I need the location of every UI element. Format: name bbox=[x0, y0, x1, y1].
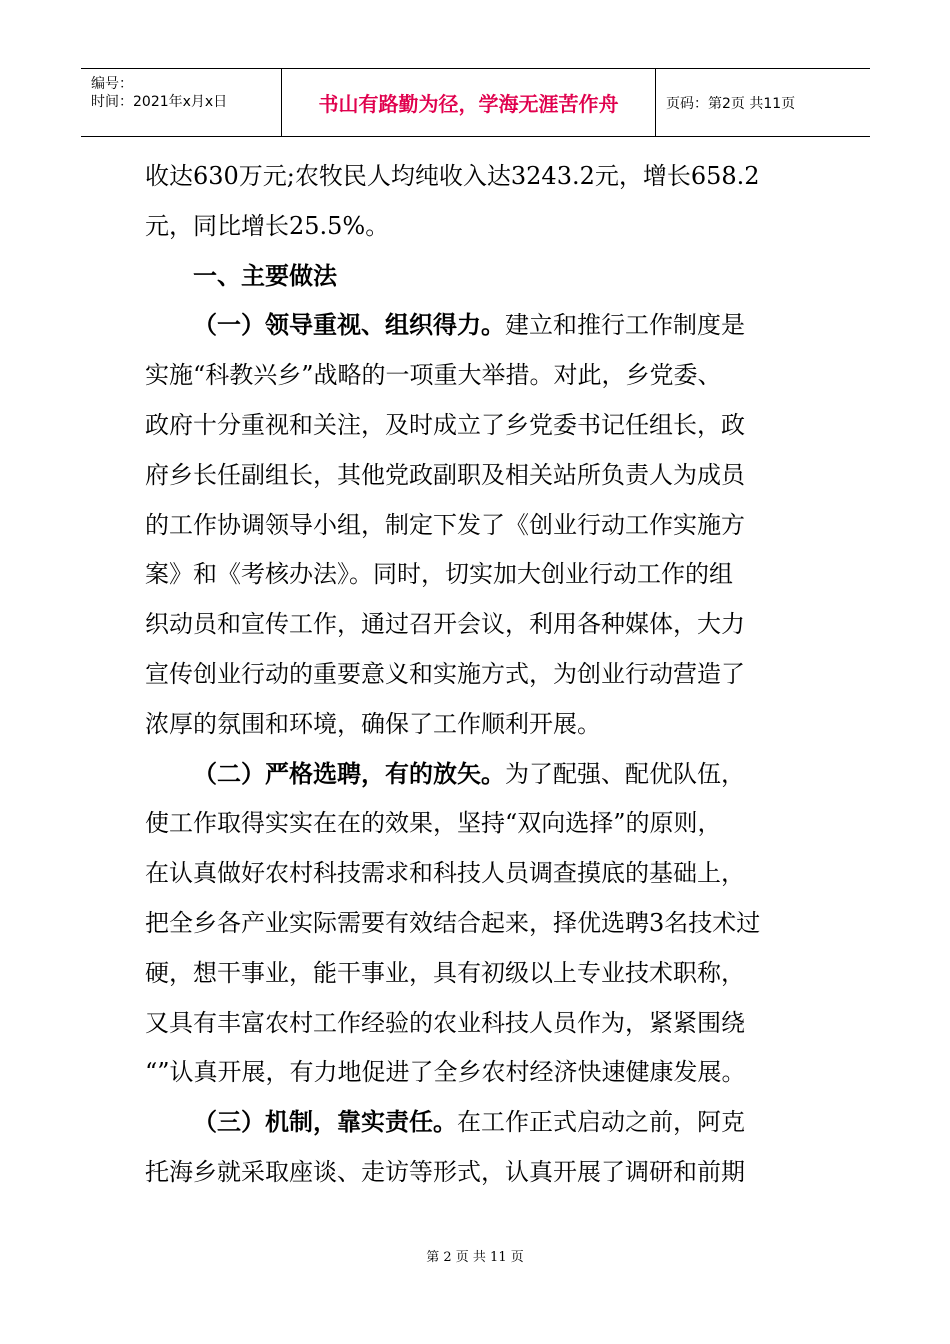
paragraph-title: （二）严格选聘，有的放矢。 bbox=[193, 759, 505, 788]
body-line: 使工作取得实实在在的效果，坚持“双向选择”的原则， bbox=[145, 809, 722, 838]
document-body bbox=[145, 152, 815, 1198]
body-line: 收达630万元;农牧民人均纯收入达3243.2元，增长658.2 bbox=[145, 162, 760, 190]
document-date: 时间：2021年x月x日 bbox=[91, 94, 228, 110]
paragraph-title: （三）机制，靠实责任。 bbox=[193, 1108, 457, 1137]
page-footer: 第 2 页 共 11 页 bbox=[426, 1250, 524, 1265]
body-text: 建立和推行工作制度是 bbox=[505, 311, 745, 340]
body-line: 浓厚的氛围和环境，确保了工作顺利开展。 bbox=[145, 709, 601, 738]
body-line: 实施“科教兴乡”战略的一项重大举措。对此，乡党委、 bbox=[145, 361, 722, 390]
body-line: 在认真做好农村科技需求和科技人员调查摸底的基础上， bbox=[145, 859, 745, 888]
body-line: 的工作协调领导小组，制定下发了《创业行动工作实施方 bbox=[145, 510, 745, 539]
body-line: 案》和《考核办法》。同时，切实加大创业行动工作的组 bbox=[145, 560, 733, 589]
body-text: 在工作正式启动之前，阿克 bbox=[457, 1108, 745, 1137]
header-motto: 书山有路勤为径，学海无涯苦作舟 bbox=[282, 69, 656, 136]
body-text: 为了配强、配优队伍， bbox=[505, 759, 745, 788]
document-number: 编号： bbox=[91, 76, 133, 92]
body-line: 织动员和宣传工作，通过召开会议，利用各种媒体，大力 bbox=[145, 610, 745, 639]
header-page-code: 页码：第2页 共11页 bbox=[666, 95, 796, 112]
body-line: “”认真开展，有力地促进了全乡农村经济快速健康发展。 bbox=[145, 1058, 746, 1087]
body-line: 宣传创业行动的重要意义和实施方式，为创业行动营造了 bbox=[145, 659, 745, 688]
paragraph-first-line bbox=[145, 1098, 815, 1148]
section-heading: 一、主要做法 bbox=[193, 261, 337, 290]
paragraph-first-line bbox=[145, 301, 815, 351]
body-line: 又具有丰富农村工作经验的农业科技人员作为，紧紧围绕 bbox=[145, 1008, 745, 1037]
paragraph-first-line bbox=[145, 750, 815, 800]
header-meta bbox=[81, 69, 282, 136]
body-line: 政府十分重视和关注，及时成立了乡党委书记任组长，政 bbox=[145, 410, 745, 439]
page-header bbox=[81, 68, 870, 137]
body-line: 府乡长任副组长，其他党政副职及相关站所负责人为成员 bbox=[145, 460, 745, 489]
paragraph-title: （一）领导重视、组织得力。 bbox=[193, 311, 505, 340]
body-line: 元，同比增长25.5%。 bbox=[145, 211, 390, 240]
body-line: 把全乡各产业实际需要有效结合起来，择优选聘3名技术过 bbox=[145, 908, 761, 937]
body-line: 托海乡就采取座谈、走访等形式，认真开展了调研和前期 bbox=[145, 1157, 745, 1186]
body-line: 硬，想干事业，能干事业，具有初级以上专业技术职称， bbox=[145, 958, 745, 987]
